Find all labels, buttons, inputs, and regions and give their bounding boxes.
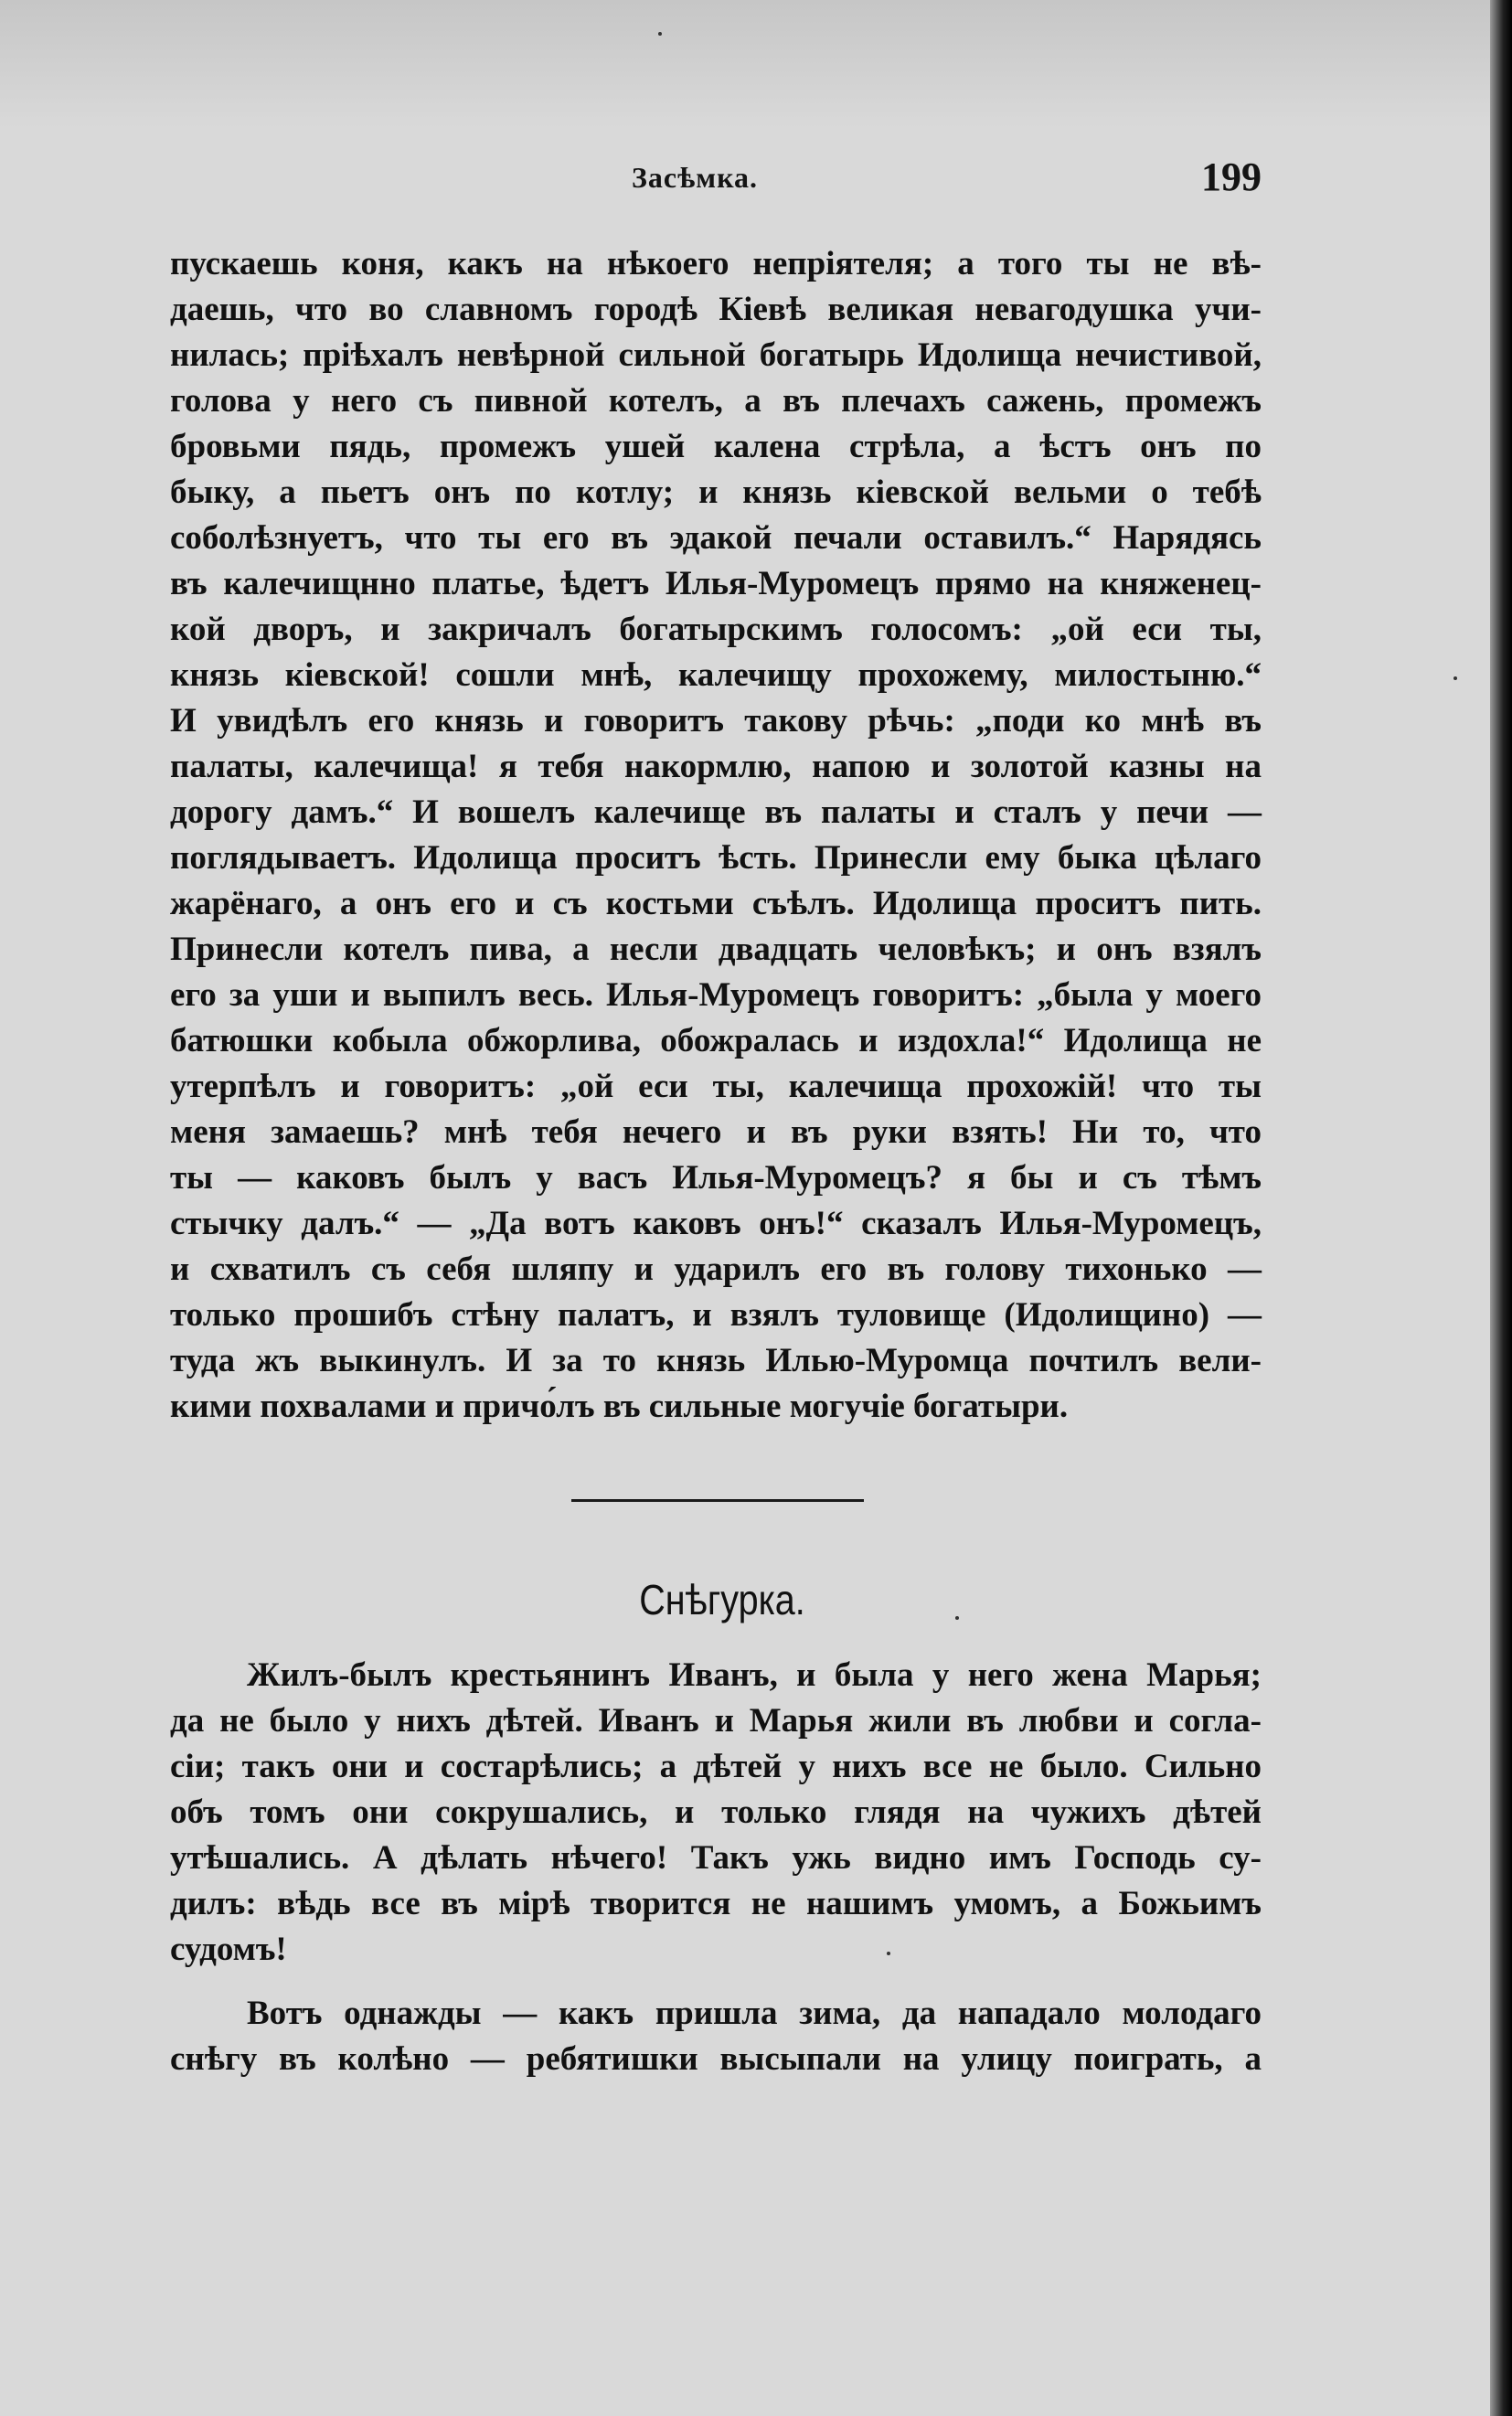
- text-line: поглядываетъ. Идолища проситъ ѣсть. Принесли ему быка цѣлаго: [170, 839, 1262, 877]
- scan-speck: [1453, 676, 1457, 680]
- text-line: жарёнаго, а онъ его и съ костьми съѣлъ. Идолища проситъ пить.: [170, 885, 1262, 922]
- text-line: быку, а пьетъ онъ по котлу; и князь кіевской вельми о тебѣ: [170, 474, 1262, 511]
- text-line: Принесли котелъ пива, а несли двадцать человѣкъ; и онъ взялъ: [170, 931, 1262, 968]
- text-line: дорогу дамъ.“ И вошелъ калечище въ палаты и сталъ у печи —: [170, 793, 1262, 831]
- text-line: судомъ!: [170, 1931, 287, 1968]
- text-line: сіи; такъ они и состарѣлись; а дѣтей у нихъ все не было. Сильно: [170, 1748, 1262, 1785]
- scan-page-edge: [1490, 0, 1512, 2416]
- text-line: объ томъ они сокрушались, и только глядя на чужихъ дѣтей: [170, 1793, 1262, 1831]
- text-line: туда жъ выкинулъ. И за то князь Илью-Муромца почтилъ вели-: [170, 1342, 1262, 1379]
- text-line: кими похвалами и причо́лъ въ сильные могучіе богатыри.: [170, 1388, 1069, 1425]
- text-line: стычку далъ.“ — „Да вотъ каковъ онъ!“ сказалъ Илья-Муромецъ,: [170, 1205, 1262, 1242]
- text-line: меня замаешь? мнѣ тебя нечего и въ руки взять! Ни то, что: [170, 1113, 1262, 1151]
- text-line: соболѣзнуетъ, что ты его въ эдакой печали оставилъ.“ Нарядясь: [170, 519, 1262, 557]
- scan-speck: [955, 1616, 959, 1620]
- text-line: ты — каковъ былъ у васъ Илья-Муромецъ? я бы и съ тѣмъ: [170, 1159, 1262, 1197]
- text-line: только прошибъ стѣну палатъ, и взялъ туловище (Идолищино) —: [170, 1296, 1262, 1334]
- text-line: утерпѣлъ и говоритъ: „ой еси ты, калечища прохожій! что ты: [170, 1068, 1262, 1105]
- text-line: въ калечищнно платье, ѣдетъ Илья-Муромецъ прямо на княженец-: [170, 565, 1262, 602]
- text-line: его за уши и выпилъ весь. Илья-Муромецъ говоритъ: „была у моего: [170, 976, 1262, 1014]
- text-line: пускаешь коня, какъ на нѣкоего непріятеля; а того ты не вѣ-: [170, 245, 1262, 282]
- text-line: Вотъ однажды — какъ пришла зима, да нападало молодаго: [247, 1995, 1262, 2032]
- page-top-shading: [0, 0, 1490, 128]
- page-number: 199: [1201, 154, 1262, 199]
- text-line: кой дворъ, и закричалъ богатырскимъ голосомъ: „ой еси ты,: [170, 611, 1262, 648]
- text-line: голова у него съ пивной котелъ, а въ плечахъ сажень, промежъ: [170, 382, 1262, 420]
- text-line: снѣгу въ колѣно — ребятишки высыпали на улицу поиграть, а: [170, 2040, 1262, 2078]
- text-line: нилась; пріѣхалъ невѣрной сильной богатырь Идолища нечистивой,: [170, 336, 1262, 374]
- text-line: князь кіевской! сошли мнѣ, калечищу прохожему, милостыню.“: [170, 656, 1262, 694]
- text-line: утѣшались. А дѣлать нѣчего! Такъ ужь видно имъ Господь су-: [170, 1839, 1262, 1877]
- text-line: И увидѣлъ его князь и говоритъ такову рѣчь: „поди ко мнѣ въ: [170, 702, 1262, 740]
- scan-speck: [658, 32, 662, 36]
- section-title: Снѣгурка.: [639, 1576, 805, 1623]
- text-line: палаты, калечища! я тебя накормлю, напою и золотой казны на: [170, 748, 1262, 785]
- text-line: бровьми пядь, промежъ ушей калена стрѣла, а ѣстъ онъ по: [170, 428, 1262, 465]
- text-line: и схватилъ съ себя шляпу и ударилъ его въ голову тихонько —: [170, 1251, 1262, 1288]
- text-line: Жилъ-былъ крестьянинъ Иванъ, и была у него жена Марья;: [247, 1656, 1262, 1694]
- running-head: Засѣмка.: [632, 161, 759, 194]
- page-header: [170, 154, 1262, 208]
- text-line: даешь, что во славномъ городѣ Кіевѣ великая невагодушка учи-: [170, 291, 1262, 328]
- text-line: батюшки кобыла обжорлива, обожралась и издохла!“ Идолища не: [170, 1022, 1262, 1059]
- text-line: дилъ: вѣдь все въ мірѣ творится не нашимъ умомъ, а Божьимъ: [170, 1885, 1262, 1922]
- scan-speck: [887, 1952, 890, 1955]
- section-divider: [571, 1499, 864, 1502]
- text-line: да не было у нихъ дѣтей. Иванъ и Марья жили въ любви и согла-: [170, 1702, 1262, 1740]
